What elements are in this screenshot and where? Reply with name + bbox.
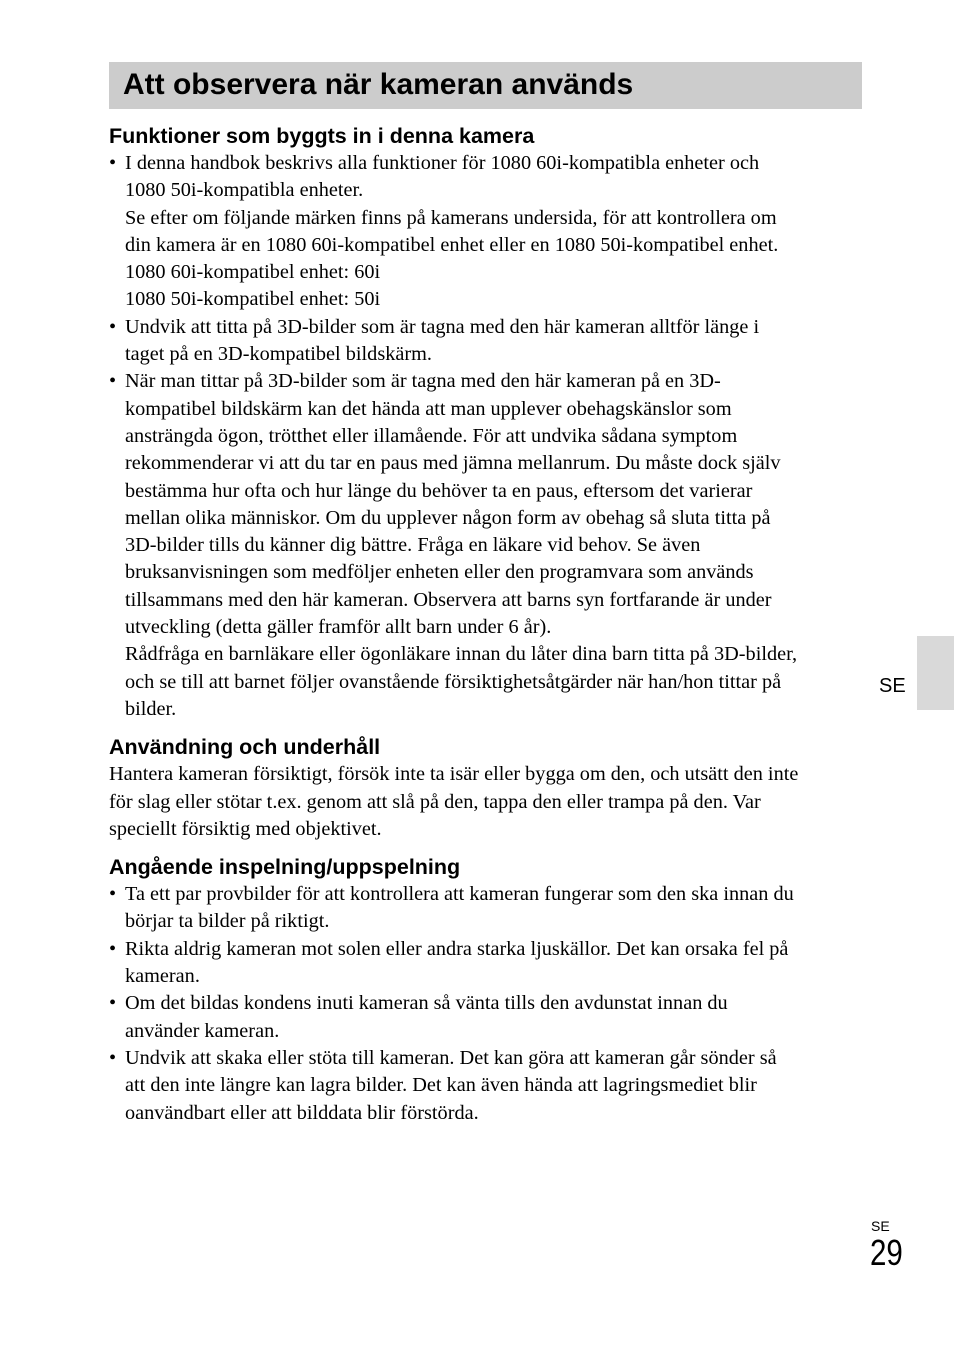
list-item: • Om det bildas kondens inuti kameran så vänta tills den avdunstat innan du använder kameran. [109,990,861,1045]
page-number: 29 [870,1232,903,1273]
list-item: • Rikta aldrig kameran mot solen eller andra starka ljuskällor. Det kan orsaka fel på kameran. [109,936,861,991]
list-item: • I denna handbok beskrivs alla funktioner för 1080 60i-kompatibla enheter och 1080 50i-kompatibla enheter. Se efter om följande märken finns på kamerans undersida, för att kontrollera om din kamera är en 1080 60i-kompatibel enhet eller en 1080 50i-kompatibel enhet. 1080 60i-kompatibel enhet: 60i 1080 50i-kompatibel enhet: 50i [109,150,861,314]
section-heading-recording: Angående inspelning/uppspelning [109,855,461,880]
list-item: • Ta ett par provbilder för att kontrollera att kameran fungerar som den ska innan du börjar ta bilder på riktigt. [109,881,861,936]
side-tab-label: SE [879,675,906,697]
content [109,120,861,1127]
usage-paragraph: Hantera kameran försiktigt, försök inte ta isär eller bygga om den, och utsätt den inte för slag eller stötar t.ex. genom att slå på den, tappa den eller trampa på den. Var speciellt försiktig med objektivet. [109,763,799,840]
title-bar [109,62,862,109]
list-item: • När man tittar på 3D-bilder som är tagna med den här kameran på en 3D- kompatibel bildskärm kan det hända att man upplever obehagskänslor som ansträngda ögon, trötthet eller illamående. För att undvika sådana symptom rekommenderar vi att du tar en paus med jämna mellanrum. Du måste dock själv bestämma hur ofta och hur länge du behöver ta en paus, eftersom det varierar mellan olika människor. Om du upplever någon form av obehag så sluta titta på 3D-bilder tills du känner dig bättre. Fråga en läkare vid behov. Se även bruksanvisningen som medföljer enheten eller den programvara som används tillsammans med den här kameran. Observera att barns syn fortfarande är under utveckling (detta gäller framför allt barn under 6 år). Rådfråga en barnläkare eller ögonläkare innan du låter dina barn titta på 3D-bilder, och se till att barnet följer ovanstående försiktighetsåtgärder när han/hon tittar på bilder. [109,368,861,723]
functions-list [109,150,861,723]
section-heading-functions: Funktioner som byggts in i denna kamera [109,124,535,148]
section-heading-usage: Användning och underhåll [109,735,381,760]
list-item: • Undvik att skaka eller stöta till kameran. Det kan göra att kameran går sönder så att den inte längre kan lagra bilder. Det kan även hända att lagringsmediet blir oanvändbart eller att bilddata blir förstörda. [109,1045,861,1127]
list-item: • Undvik att titta på 3D-bilder som är tagna med den här kameran alltför länge i taget på en 3D-kompatibel bildskärm. [109,314,861,369]
recording-list [109,881,861,1127]
page-title: Att observera när kameran används [123,68,634,101]
footer-language: SE [871,1218,890,1234]
side-tab [917,636,954,710]
